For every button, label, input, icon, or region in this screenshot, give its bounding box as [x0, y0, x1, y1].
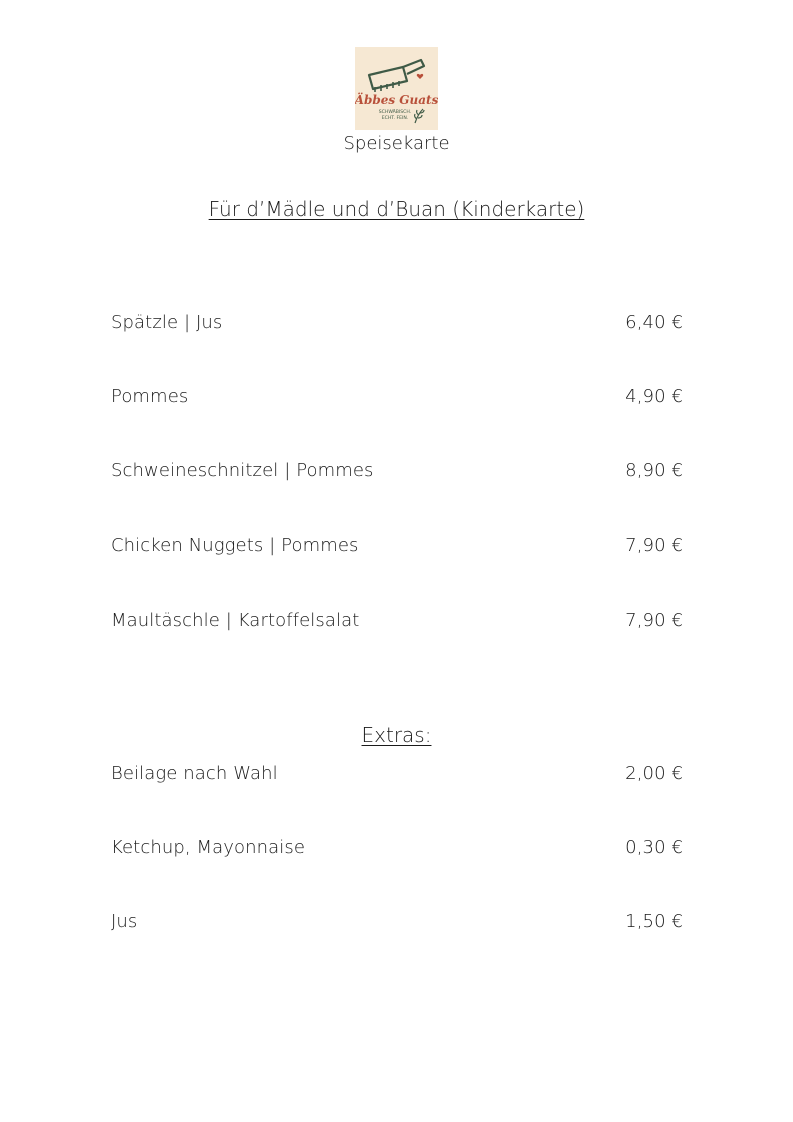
extra-item-name: Beilage nach Wahl: [111, 763, 278, 784]
extra-item: [111, 837, 683, 861]
menu-item-name: Pommes: [111, 386, 189, 407]
menu-item-name: Spätzle | Jus: [111, 312, 223, 333]
menu-item-price: 6,40 €: [625, 312, 683, 333]
menu-item: [111, 460, 683, 484]
menu-item: [111, 610, 683, 634]
menu-item-name: Schweineschnitzel | Pommes: [111, 460, 374, 481]
menu-item: [111, 386, 683, 410]
logo-tagline-2: ECHT. FEIN.: [381, 116, 409, 121]
menu-item-name: Maultäschle | Kartoffelsalat: [111, 610, 360, 631]
menu-item-price: 7,90 €: [625, 535, 683, 556]
extra-item: [111, 911, 683, 935]
extra-item-price: 0,30 €: [625, 837, 683, 858]
extras-title: Extras:: [361, 723, 432, 747]
extra-item: [111, 763, 683, 787]
logo-name: Äbbes Guats: [355, 93, 438, 107]
menu-item-price: 7,90 €: [625, 610, 683, 631]
menu-item-price: 8,90 €: [625, 460, 683, 481]
menu-subtitle: Speisekarte: [343, 133, 450, 154]
extra-item-name: Ketchup, Mayonnaise: [111, 837, 306, 858]
menu-item-name: Chicken Nuggets | Pommes: [111, 535, 359, 556]
extra-item-price: 2,00 €: [625, 763, 683, 784]
extra-item-price: 1,50 €: [625, 911, 683, 932]
page-title: Für d’Mädle und d’Buan (Kinderkarte): [208, 197, 585, 221]
extra-item-name: Jus: [111, 911, 138, 932]
menu-item: [111, 312, 683, 336]
logo-tagline-1: SCHWÄBISCH.: [378, 110, 412, 115]
restaurant-logo: [355, 47, 438, 130]
menu-item-price: 4,90 €: [625, 386, 683, 407]
logo-graphic: [355, 47, 438, 130]
menu-item: [111, 535, 683, 559]
